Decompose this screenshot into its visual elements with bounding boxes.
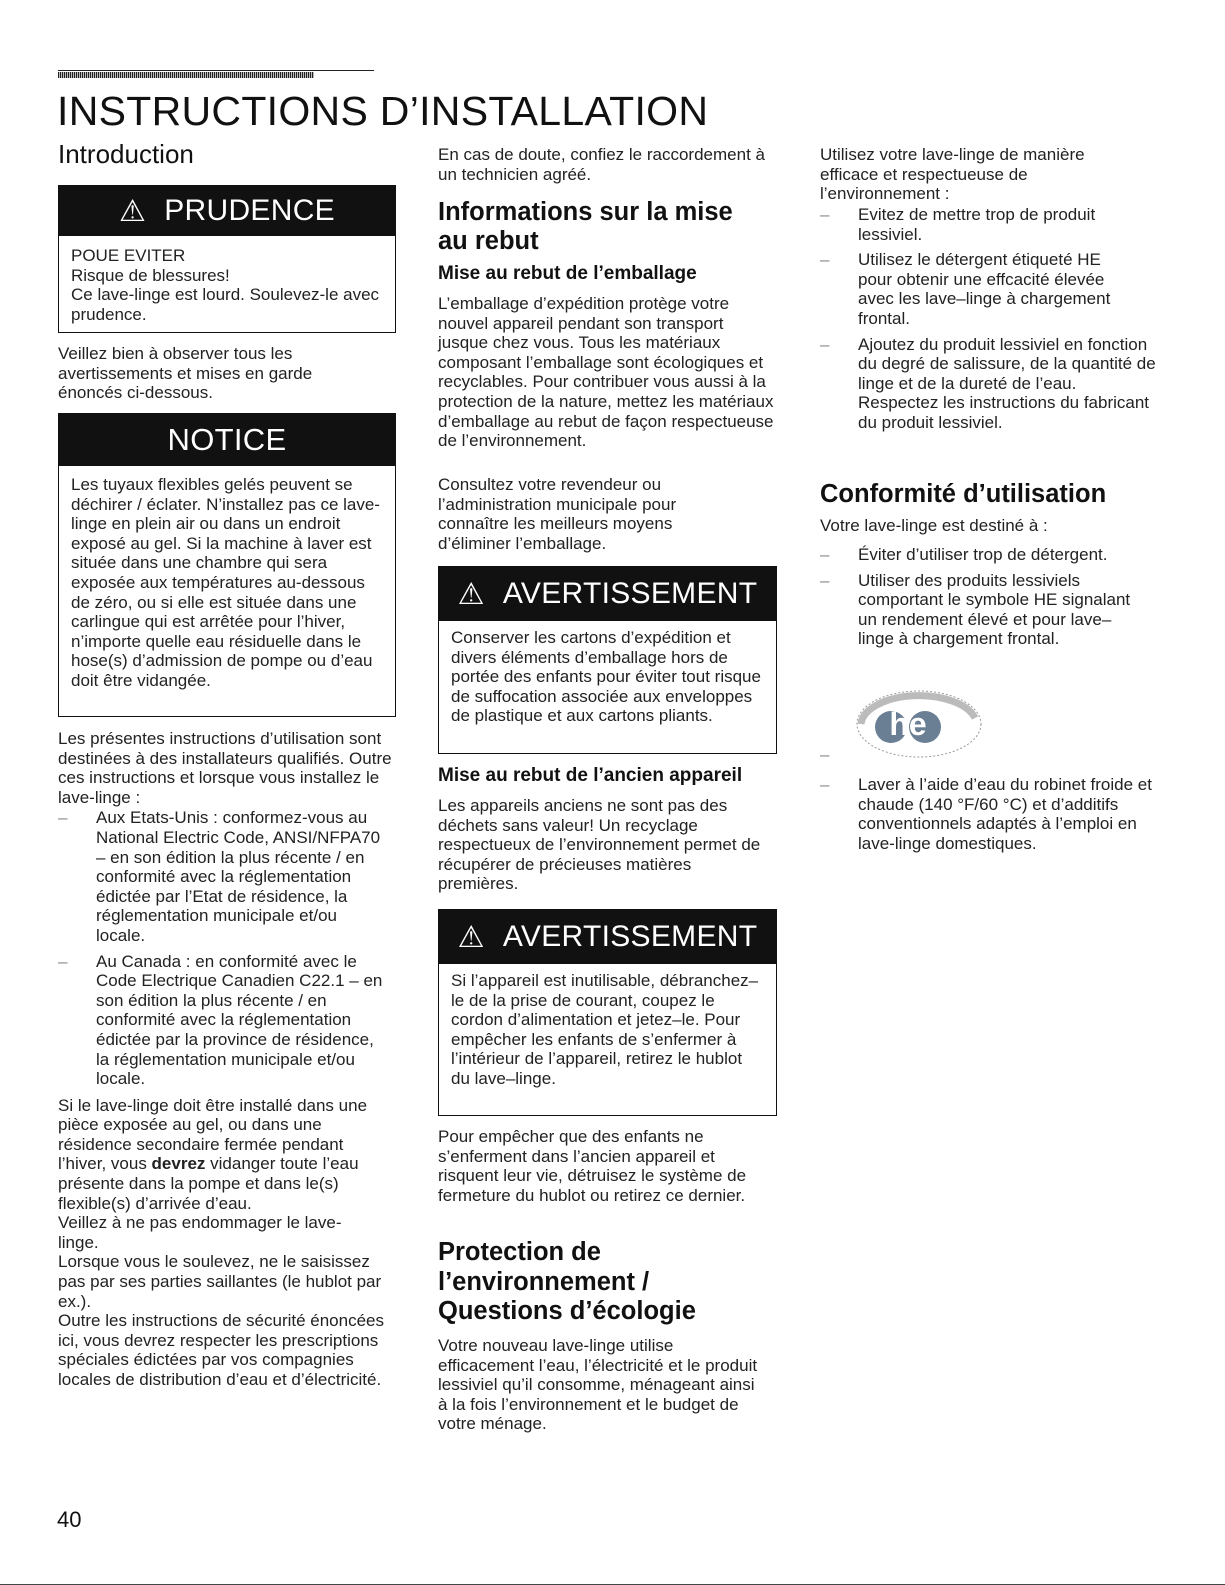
notice-box — [58, 413, 396, 717]
environnement-heading: Protection de l’environnement / Questions d’écologie — [438, 1238, 696, 1325]
prudence-title: PRUDENCE — [164, 194, 335, 227]
list-item: – Ajoutez du produit lessiviel en fonction du degré de salissure, de la quantité de linge et de la dureté de l’eau. Respectez les instructions du fabricant du produit lessiviel. — [820, 335, 1158, 433]
avertissement-text: Si l’appareil est inutilisable, débranchez–le de la prise de courant, coupez le cordon d’alimentation et jetez–le. Pour empêcher les enfants de s’enfermer à l’intérieur de l’appareil, retirez le hublot du lave–linge. — [451, 971, 759, 1088]
enfants-paragraph: Pour empêcher que des enfants ne s’enferment dans l’ancien appareil et risquent leur vie, détruisez le système de fermeture du hublot ou retirez ce dernier. — [438, 1127, 747, 1205]
efficiency-list — [820, 205, 1160, 433]
intro-heading: Introduction — [58, 139, 194, 169]
emballage-subheading: Mise au rebut de l’emballage — [438, 263, 697, 284]
he-logo-text: he — [889, 706, 927, 742]
revendeur-paragraph: Consultez votre revendeur ou l’administration municipale pour connaître les meilleurs moyens d’éliminer l’emballage. — [438, 475, 677, 553]
prudence-line: POUE EVITER — [71, 246, 186, 265]
ancien-subheading: Mise au rebut de l’ancien appareil — [438, 765, 743, 786]
installation-list — [58, 808, 393, 1088]
list-item: – Aux Etats-Unis : conformez-vous au National Electric Code, ANSI/NFPA70 – en son édition la plus récente / en conformité avec la réglementation édictée par l’Etat de résidence, la réglementation municipale et/ou locale. — [58, 808, 386, 945]
warning-triangle-icon: ⚠ — [457, 920, 485, 954]
list-item: – Laver à l’aide d’eau du robinet froide et chaude (140 °F/60 °C) et d’additifs conventionnels adaptés à l’emploi en lave-linge domestiques. — [820, 775, 1158, 853]
warning-triangle-icon: ⚠ — [119, 194, 147, 228]
installers-paragraph: Les présentes instructions d’utilisation sont destinées à des installateurs qualifiés. Outre ces instructions et lorsque vous installez le lave-linge : — [58, 729, 392, 807]
utilisez-paragraph: Utilisez votre lave-linge de manière efficace et respectueuse de l’environnement : — [820, 145, 1085, 204]
usage-list — [820, 545, 1160, 649]
notice-text: Les tuyaux flexibles gelés peuvent se déchirer / éclater. N’installez pas ce lave-linge en plein air ou dans un endroit exposé au gel. Si la machine à laver est située dans une chambre qui sera exposée aux températures au-dessous de zéro, ou si elle est située dans une carlingue qui est arrêtée pour l’hiver, n’importe quelle eau résiduelle dans le hose(s) d’admission de pompe ou d’eau doit être vidangée. — [71, 475, 380, 690]
gel-paragraph: Si le lave-linge doit être installé dans une pièce exposée au gel, ou dans une résidence secondaire fermée pendant l’hiver, vous devrez vidanger toute l’eau présente dans la pompe et dans le(s) flexible(s) d’arrivée d’eau. — [58, 1095, 368, 1213]
installers-section — [58, 729, 393, 1390]
endommager-paragraph: Veillez à ne pas endommager le lave-linge. — [58, 1213, 342, 1252]
page-number: 40 — [57, 1507, 82, 1532]
conformite-heading: Conformité d’utilisation — [820, 480, 1107, 508]
notice-title: NOTICE — [167, 422, 287, 457]
securite-paragraph: Outre les instructions de sécurité énoncées ici, vous devrez respecter les prescriptions spéciales édictées par vos compagnies locales de distribution d’eau et d’électricité. — [58, 1311, 385, 1389]
rebut-heading: Informations sur la mise au rebut — [438, 198, 733, 255]
prudence-line: Ce lave-linge est lourd. Soulevez-le avec prudence. — [71, 285, 380, 324]
prudence-line: Risque de blessures! — [71, 265, 230, 285]
avertissement-text: Conserver les cartons d’expédition et divers éléments d’emballage hors de portée des enfants pour éviter tout risque de suffocation associée aux enveloppes de plastique et aux cartons pliants. — [451, 628, 761, 726]
avertissement-title: AVERTISSEMENT — [502, 920, 758, 953]
environnement-paragraph: Votre nouveau lave-linge utilise efficacement l’eau, l’électricité et le produit lessiviel qu’il consomme, ménageant ainsi à la fois l’environnement et le budget de votre ménage. — [438, 1336, 758, 1434]
list-item: – Utiliser des produits lessiviels comportant le symbole HE signalant un rendement élevé et pour lave–linge à chargement frontal. — [820, 571, 1133, 649]
intro-paragraph: Veillez bien à observer tous les avertissements et mises en garde énoncés ci-dessous. — [58, 344, 313, 403]
emballage-paragraph: L’emballage d’expédition protège votre nouvel appareil pendant son transport jusque chez vous. Tous les matériaux composant l’emballage sont écologiques et recyclables. Pour contribuer vous aussi à la protection de la nature, mettez les matériaux d’emballage au rebut de façon respectueuse de l’environnement. — [438, 294, 774, 451]
doute-paragraph: En cas de doute, confiez le raccordement à un technicien agréé. — [438, 145, 765, 184]
ancien-paragraph: Les appareils anciens ne sont pas des déchets sans valeur! Un recyclage respectueux de l’environnement permet de récupérer de précieuses matières premières. — [438, 796, 761, 894]
avertissement-box-appareil — [438, 909, 777, 1116]
list-item: – Utilisez le détergent étiqueté HE pour obtenir une effcacité élevée avec les lave–linge à chargement frontal. — [820, 250, 1120, 328]
avertissement-title: AVERTISSEMENT — [502, 577, 758, 610]
he-logo-icon — [855, 688, 983, 758]
soulevez-paragraph: Lorsque vous le soulevez, ne le saisissez pas par ses parties saillantes (le hublot par ex.). — [58, 1252, 382, 1311]
prudence-box — [58, 185, 396, 333]
page-title: INSTRUCTIONS D’INSTALLATION — [57, 88, 709, 134]
destine-paragraph: Votre lave-linge est destiné à : — [820, 516, 1048, 535]
list-item: – Evitez de mettre trop de produit lessiviel. — [820, 205, 1120, 244]
warning-triangle-icon: ⚠ — [457, 577, 485, 611]
header-decoration — [58, 70, 374, 80]
list-item: – Au Canada : en conformité avec le Code Electrique Canadien C22.1 – en son édition la plus récente / en conformité avec la réglementation édictée par la province de résidence, la réglementation municipale et/ou locale. — [58, 952, 386, 1089]
avertissement-box-emballage — [438, 566, 777, 754]
washing-list — [820, 775, 1160, 853]
list-item: – Éviter d’utiliser trop de détergent. — [820, 545, 1158, 565]
